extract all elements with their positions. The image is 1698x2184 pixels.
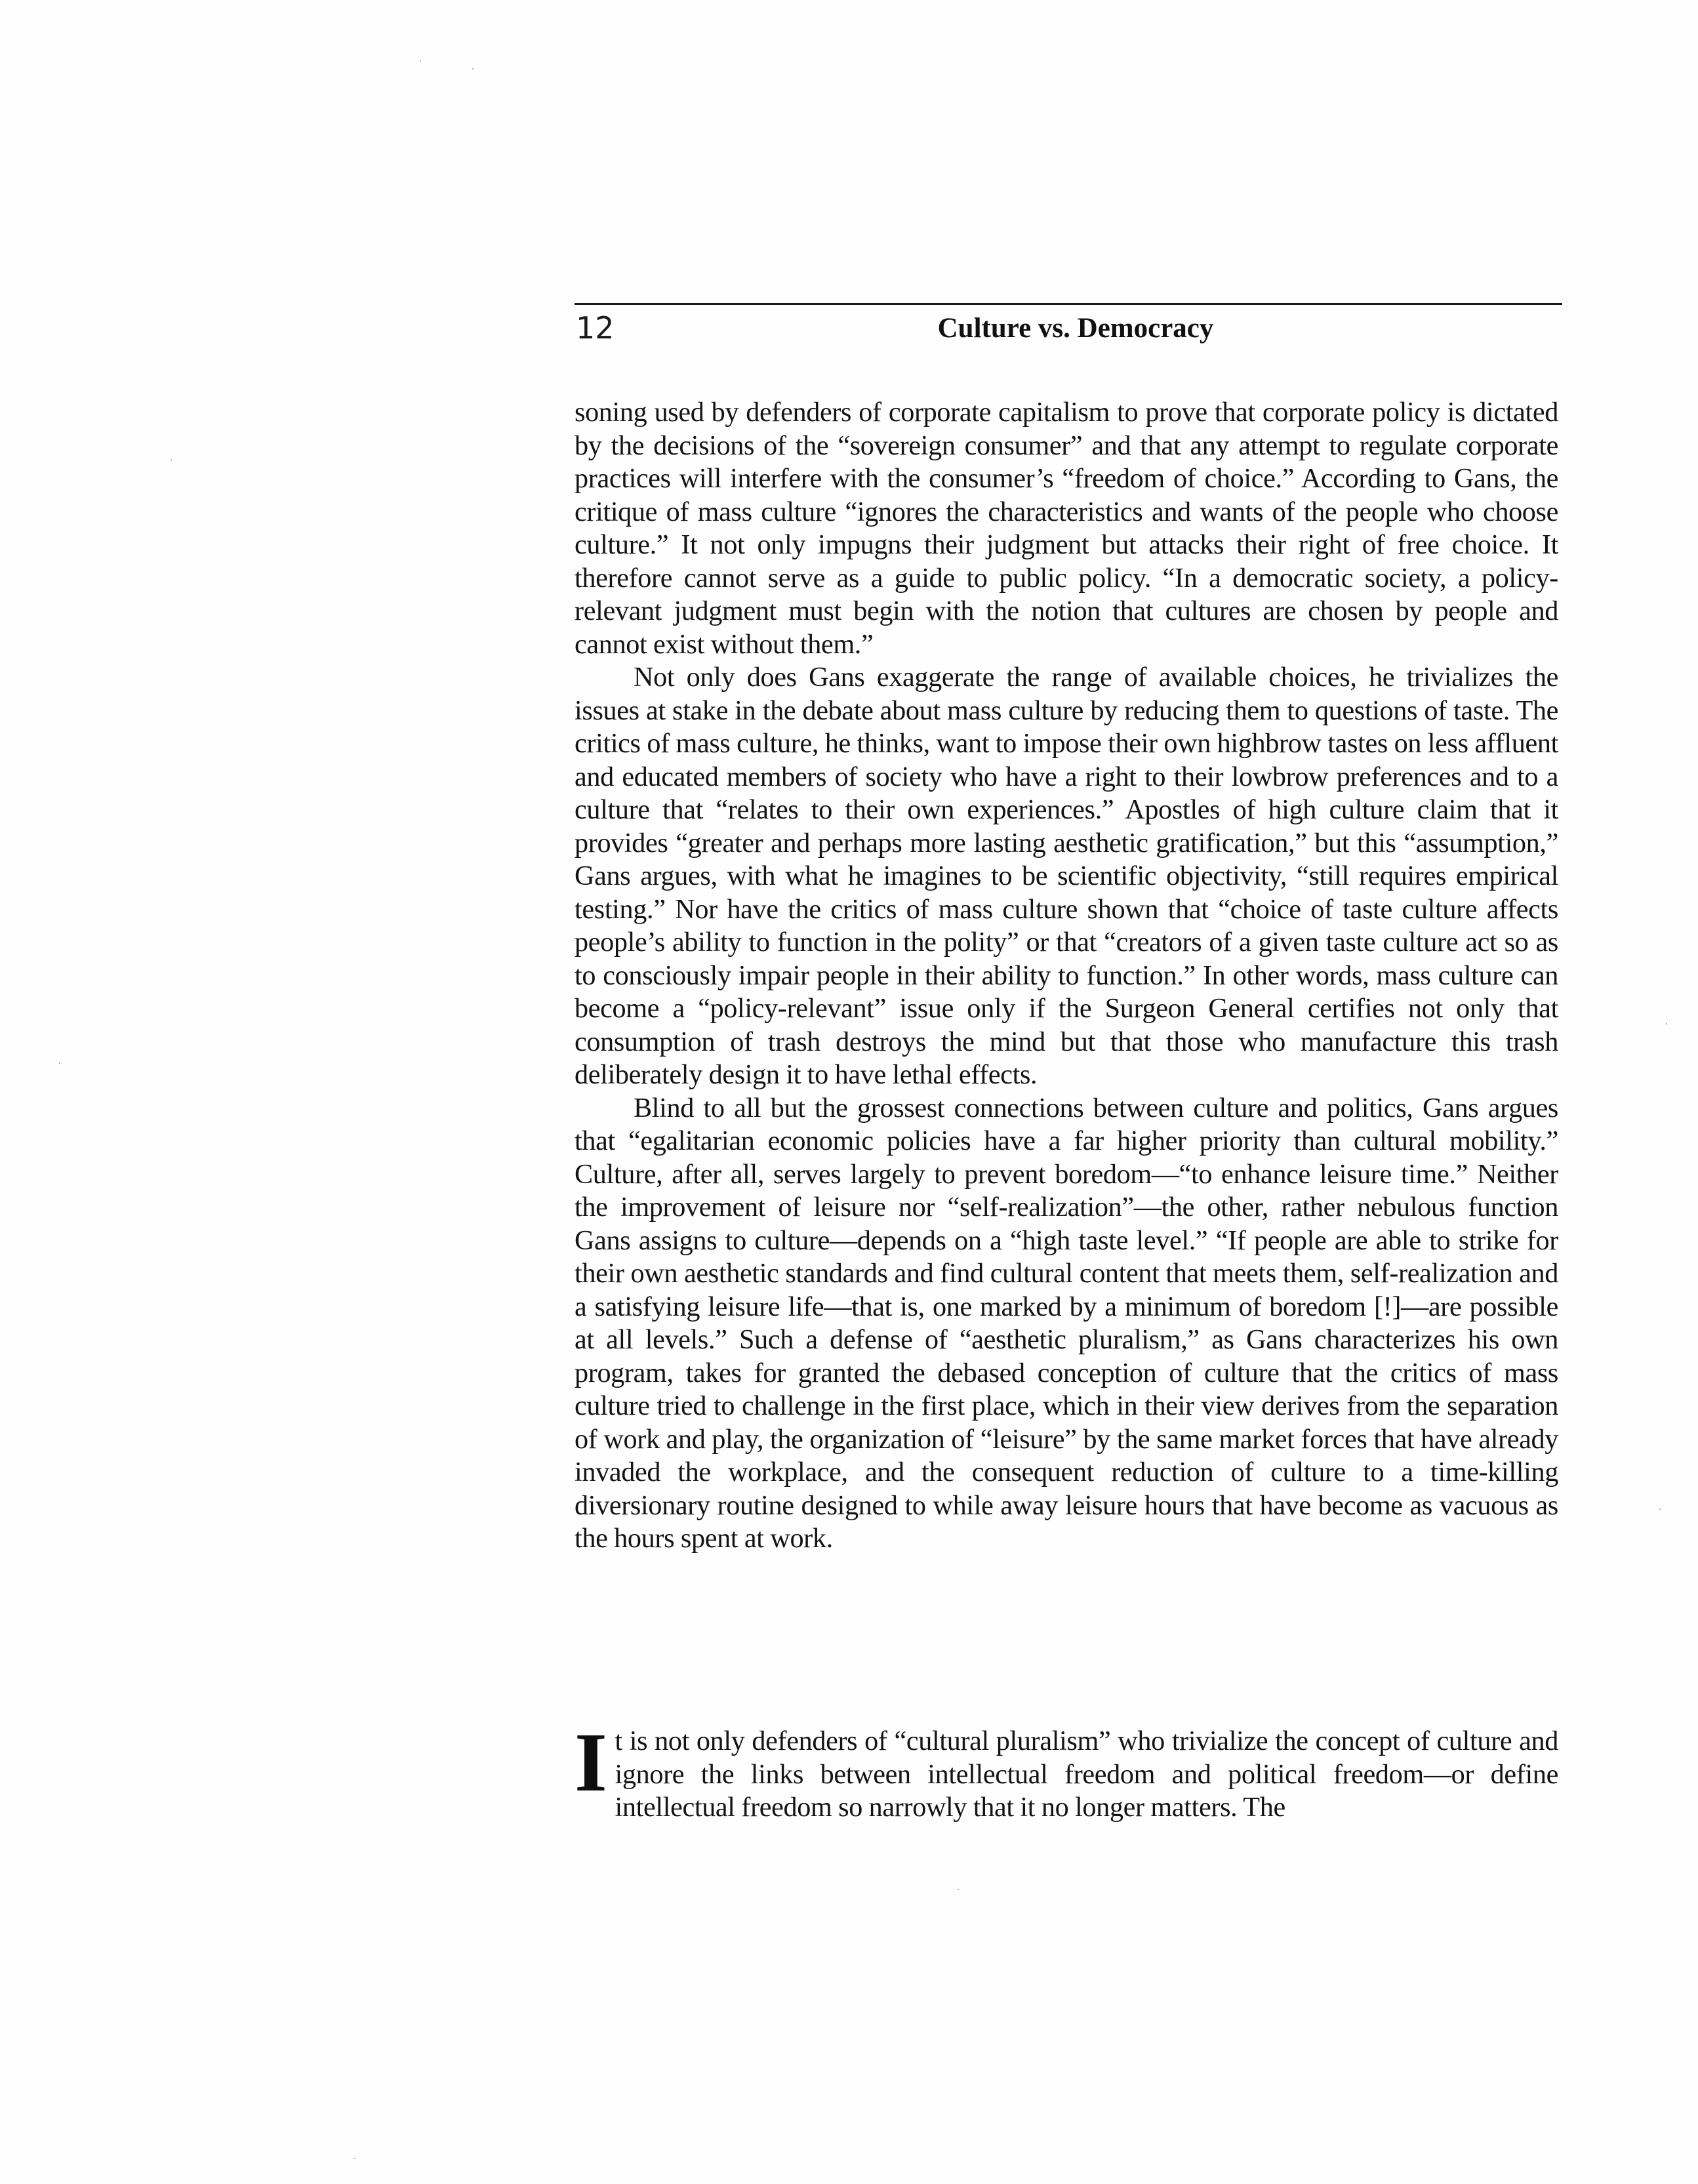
- paragraph: Blind to all but the grossest connections between culture and politics, Gans argues that “egalitarian economic policies have a far higher priority than cultural mobility.” Culture, after all, serves largely to prevent boredom—“to enhance leisure time.” Neither the improvement of leisure nor “self-realization”—the other, rather nebulous function Gans assigns to culture—depends on a “high taste level.” “If people are able to strike for their own aesthetic standards and find cultural content that meets them, self-realization and a satisfying leisure life—that is, one marked by a minimum of boredom [!]—are possible at all levels.” Such a defense of “aesthetic pluralism,” as Gans characterizes his own program, takes for granted the debased conception of culture that the critics of mass culture tried to challenge in the first place, which in their view derives from the separation of work and play, the organization of “leisure” by the same market forces that have already invaded the workplace, and the consequent reduction of culture to a time-killing diversionary routine designed to while away leisure hours that have become as vacuous as the hours spent at work.: [575, 1092, 1558, 1554]
- scan-speck: [171, 459, 172, 460]
- header-rule: [575, 303, 1562, 305]
- running-title: Culture vs. Democracy: [937, 313, 1214, 344]
- new-section: [575, 1716, 1558, 1825]
- body-text: [575, 396, 1558, 1556]
- drop-cap: I: [575, 1716, 607, 1809]
- scan-speck: [958, 1889, 959, 1890]
- section-opening-paragraph: [575, 1716, 1558, 1825]
- scan-speck: [472, 68, 474, 70]
- scan-speck: [59, 1062, 60, 1064]
- scan-speck: [420, 60, 421, 62]
- scan-speck: [354, 2158, 355, 2159]
- paragraph: Not only does Gans exaggerate the range of available choices, he trivializes the issues at stake in the debate about mass culture by reducing them to questions of taste. The critics of mass culture, he thinks, want to impose their own highbrow tastes on less affluent and educated members of society who have a right to their lowbrow preferences and to a culture that “relates to their own experiences.” Apostles of high culture claim that it provides “greater and perhaps more lasting aesthetic gratification,” but this “assumption,” Gans argues, with what he imagines to be scientific objectivity, “still requires empirical testing.” Nor have the critics of mass culture shown that “choice of taste culture affects people’s ability to function in the polity” or that “creators of a given taste culture act so as to consciously impair people in their ability to function.” In other words, mass culture can become a “policy-relevant” issue only if the Surgeon General certifies not only that consumption of trash destroys the mind but that those who manufacture this trash deliberately design it to have lethal effects.: [575, 662, 1558, 1090]
- section-opening-text: t is not only defenders of “cultural pluralism” who trivialize the concept of culture and ignore the links between intellectual freedom and political freedom—or define intellectual freedom so narrowly that it no longer matters. The: [615, 1726, 1558, 1823]
- page-number: 12: [576, 310, 615, 346]
- scan-speck: [1659, 1508, 1661, 1510]
- scan-speck: [1666, 1023, 1667, 1024]
- paragraph-continued: soning used by defenders of corporate capitalism to prove that corporate policy is dictated by the decisions of the “sovereign consumer” and that any attempt to regulate corporate practices will interfere with the consumer’s “freedom of choice.” According to Gans, the critique of mass culture “ignores the characteristics and wants of the people who choose culture.” It not only impugns their judgment but attacks their right of free choice. It therefore cannot serve as a guide to public policy. “In a democratic society, a policy-relevant judgment must begin with the notion that cultures are chosen by people and cannot exist without them.”: [575, 397, 1558, 660]
